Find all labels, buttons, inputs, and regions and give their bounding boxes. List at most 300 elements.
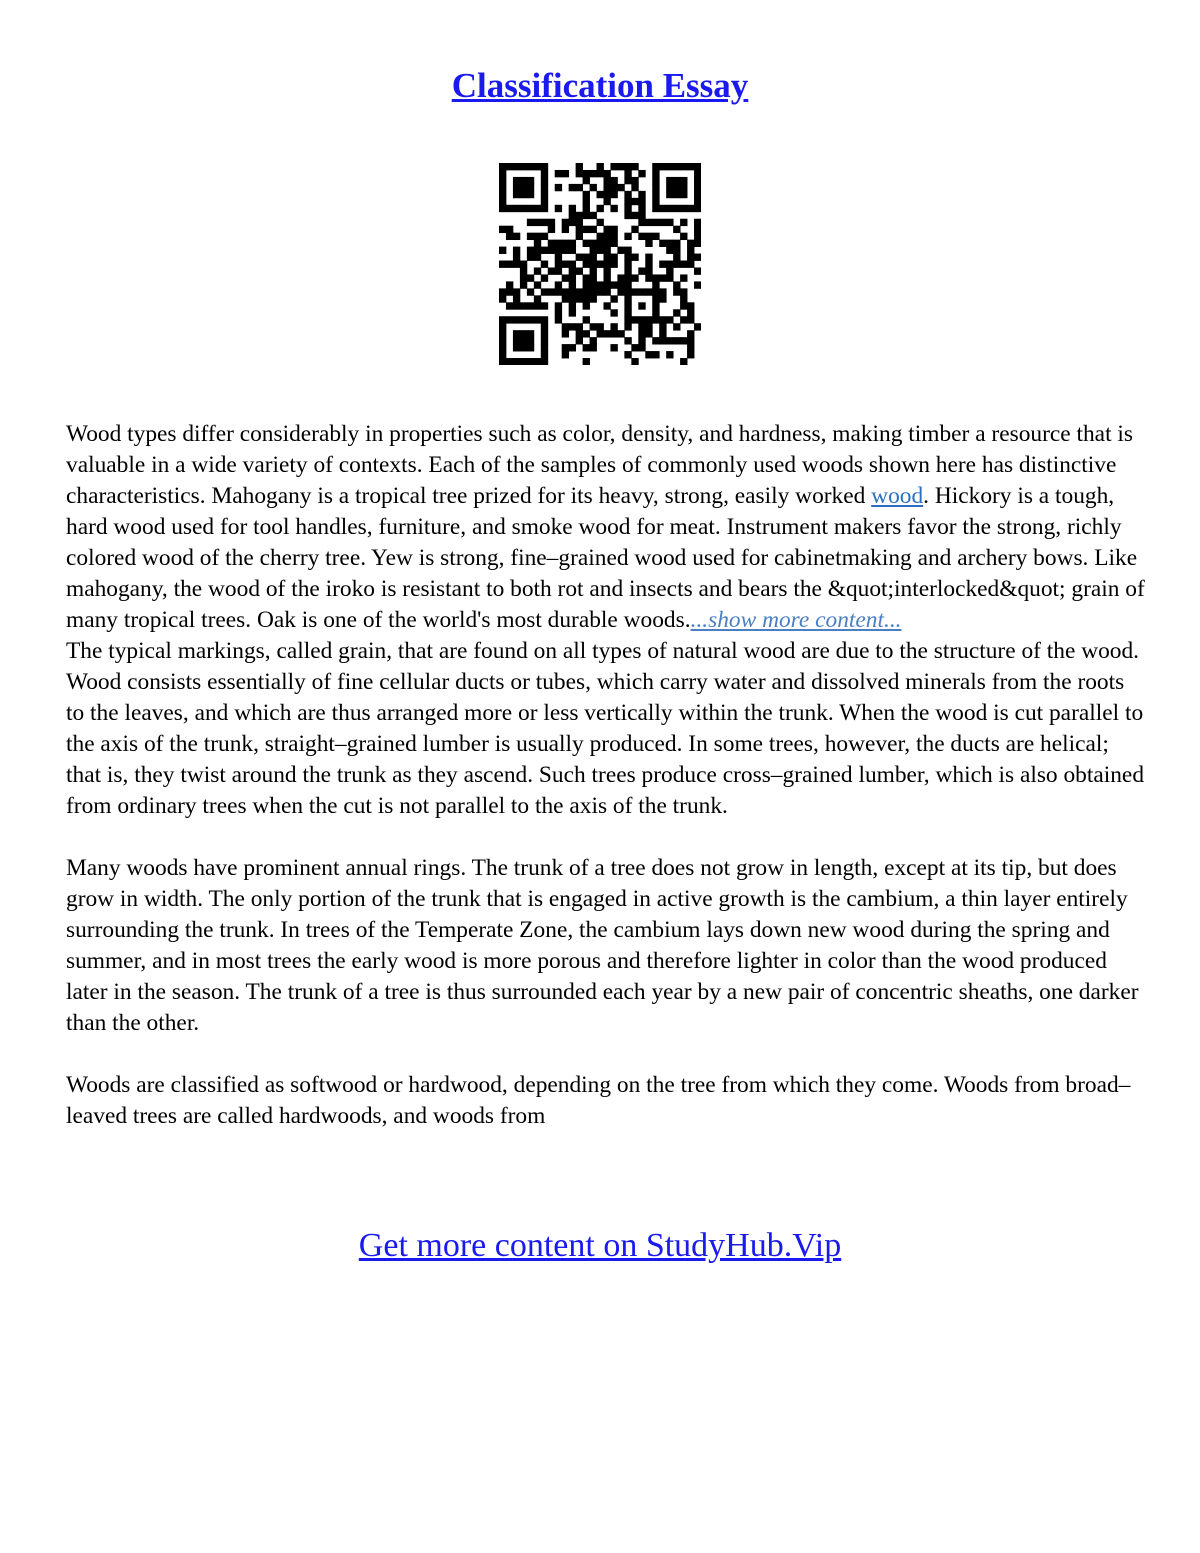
qr-module: [541, 337, 548, 344]
qr-module: [610, 184, 617, 191]
qr-module: [583, 170, 590, 177]
qr-module: [666, 163, 673, 170]
qr-module: [513, 177, 520, 184]
qr-module: [597, 163, 604, 170]
qr-module: [645, 330, 652, 337]
qr-module: [666, 205, 673, 212]
qr-module: [513, 261, 520, 268]
qr-module: [527, 337, 534, 344]
qr-module: [666, 316, 673, 323]
qr-module: [680, 337, 687, 344]
qr-module: [562, 330, 569, 337]
qr-module: [597, 219, 604, 226]
qr-module: [576, 330, 583, 337]
qr-module: [499, 358, 506, 365]
qr-module: [534, 219, 541, 226]
qr-module: [659, 274, 666, 281]
page-title: [0, 64, 1200, 108]
qr-module: [624, 302, 631, 309]
qr-module: [610, 205, 617, 212]
qr-module: [506, 205, 513, 212]
paragraph-4: Woods are classified as softwood or hardwood, depending on the tree from which they come. Woods from broad–leaved trees are called hardwoods, and woods from: [66, 1072, 1131, 1129]
paragraph-1-text-a: Wood types differ considerably in properties such as color, density, and hardness, making timber a resource that is valuable in a wide variety of contexts. Each of the samples of commonly used woods shown here has distinctive characteristics. Mahogany is a tropical tree prized for its heavy, strong, easily worked: [66, 421, 1134, 509]
qr-module: [694, 205, 701, 212]
qr-module: [673, 184, 680, 191]
show-more-link[interactable]: ...show more content...: [690, 607, 902, 633]
qr-module: [548, 288, 555, 295]
qr-module: [680, 358, 687, 365]
qr-module: [513, 344, 520, 351]
qr-module: [610, 177, 617, 184]
qr-module: [631, 177, 638, 184]
studyhub-link[interactable]: Get more content on StudyHub.Vip: [358, 1227, 842, 1264]
qr-module: [527, 344, 534, 351]
qr-module: [673, 288, 680, 295]
qr-module: [680, 295, 687, 302]
qr-module: [610, 191, 617, 198]
qr-module: [645, 254, 652, 261]
qr-module: [645, 267, 652, 274]
qr-module: [652, 184, 659, 191]
qr-module: [694, 170, 701, 177]
qr-module: [638, 302, 645, 309]
qr-module: [631, 184, 638, 191]
qr-module: [617, 163, 624, 170]
qr-module: [534, 302, 541, 309]
qr-module: [610, 309, 617, 316]
qr-module: [638, 344, 645, 351]
qr-module: [583, 274, 590, 281]
qr-module: [499, 316, 506, 323]
qr-module: [597, 170, 604, 177]
wood-link[interactable]: wood: [871, 483, 924, 509]
qr-module: [583, 191, 590, 198]
footer: [0, 1224, 1200, 1268]
qr-code-graphic: [499, 163, 701, 365]
qr-module: [499, 177, 506, 184]
qr-module: [590, 337, 597, 344]
qr-module: [520, 316, 527, 323]
qr-module: [583, 205, 590, 212]
qr-module: [687, 205, 694, 212]
qr-module: [513, 247, 520, 254]
qr-module: [506, 233, 513, 240]
qr-module: [541, 330, 548, 337]
qr-module: [597, 233, 604, 240]
qr-module: [534, 281, 541, 288]
qr-module: [694, 226, 701, 233]
qr-module: [541, 184, 548, 191]
qr-module: [520, 358, 527, 365]
qr-module: [506, 226, 513, 233]
qr-module: [513, 330, 520, 337]
qr-module: [541, 205, 548, 212]
qr-module: [610, 163, 617, 170]
qr-module: [534, 163, 541, 170]
qr-module: [624, 191, 631, 198]
qr-module: [527, 288, 534, 295]
qr-module: [680, 177, 687, 184]
qr-module: [687, 344, 694, 351]
qr-module: [513, 288, 520, 295]
qr-module: [590, 240, 597, 247]
qr-module: [527, 316, 534, 323]
qr-module: [513, 337, 520, 344]
qr-module: [680, 261, 687, 268]
qr-module: [603, 184, 610, 191]
qr-module: [624, 337, 631, 344]
qr-module: [555, 254, 562, 261]
qr-module: [624, 267, 631, 274]
qr-module: [638, 212, 645, 219]
qr-module: [541, 351, 548, 358]
qr-module: [610, 240, 617, 247]
qr-module: [603, 170, 610, 177]
qr-module: [590, 281, 597, 288]
qr-module: [680, 233, 687, 240]
qr-module: [527, 247, 534, 254]
qr-module: [645, 219, 652, 226]
qr-module: [694, 163, 701, 170]
qr-module: [562, 288, 569, 295]
qr-module: [548, 219, 555, 226]
qr-module: [610, 226, 617, 233]
qr-module: [694, 233, 701, 240]
qr-module: [555, 205, 562, 212]
qr-module: [506, 288, 513, 295]
qr-module: [666, 184, 673, 191]
qr-module: [638, 288, 645, 295]
qr-module: [694, 198, 701, 205]
qr-module: [652, 219, 659, 226]
qr-module: [603, 288, 610, 295]
qr-module: [631, 274, 638, 281]
qr-module: [652, 170, 659, 177]
qr-module: [527, 330, 534, 337]
qr-module: [569, 212, 576, 219]
qr-module: [548, 267, 555, 274]
qr-module: [597, 261, 604, 268]
qr-module: [652, 351, 659, 358]
title-link[interactable]: Classification Essay: [451, 66, 749, 105]
qr-module: [499, 330, 506, 337]
qr-module: [603, 240, 610, 247]
qr-module: [687, 351, 694, 358]
qr-module: [541, 191, 548, 198]
qr-module: [569, 267, 576, 274]
qr-module: [631, 198, 638, 205]
qr-module: [603, 274, 610, 281]
qr-module: [534, 205, 541, 212]
qr-module: [583, 240, 590, 247]
qr-module: [583, 358, 590, 365]
qr-module: [527, 358, 534, 365]
qr-module: [659, 163, 666, 170]
qr-module: [506, 163, 513, 170]
qr-module: [520, 267, 527, 274]
qr-module: [624, 163, 631, 170]
qr-module: [583, 254, 590, 261]
qr-module: [513, 163, 520, 170]
qr-module: [652, 191, 659, 198]
qr-module: [583, 226, 590, 233]
qr-module: [610, 344, 617, 351]
essay-body: [66, 419, 1146, 1132]
qr-module: [548, 226, 555, 233]
qr-module: [624, 177, 631, 184]
qr-module: [624, 274, 631, 281]
qr-module: [687, 330, 694, 337]
qr-module: [603, 330, 610, 337]
qr-module: [562, 247, 569, 254]
qr-module: [694, 240, 701, 247]
qr-module: [590, 323, 597, 330]
qr-module: [569, 295, 576, 302]
qr-module: [610, 261, 617, 268]
qr-module: [569, 184, 576, 191]
qr-module: [576, 267, 583, 274]
qr-module: [694, 177, 701, 184]
qr-module: [499, 226, 506, 233]
qr-module: [624, 170, 631, 177]
qr-module: [541, 198, 548, 205]
qr-module: [499, 261, 506, 268]
qr-module: [624, 254, 631, 261]
qr-module: [590, 170, 597, 177]
qr-module: [638, 198, 645, 205]
qr-module: [541, 247, 548, 254]
qr-module: [666, 267, 673, 274]
paragraph-3: Many woods have prominent annual rings. The trunk of a tree does not grow in length, except at its tip, but does grow in width. The only portion of the trunk that is engaged in active growth is the cambium, a thin layer entirely surrounding the trunk. In trees of the Temperate Zone, the cambium lays down new wood during the spring and summer, and in most trees the early wood is more porous and therefore lighter in color than the wood produced later in the season. The trunk of a tree is thus surrounded each year by a new pair of concentric sheaths, one darker than the other.: [66, 855, 1139, 1036]
qr-module: [541, 170, 548, 177]
qr-module: [597, 330, 604, 337]
qr-module: [499, 344, 506, 351]
qr-module: [680, 316, 687, 323]
qr-module: [659, 205, 666, 212]
qr-module: [562, 219, 569, 226]
qr-module: [624, 212, 631, 219]
qr-module: [659, 261, 666, 268]
qr-module: [631, 316, 638, 323]
qr-module: [624, 295, 631, 302]
qr-module: [638, 323, 645, 330]
qr-module: [666, 247, 673, 254]
qr-module: [534, 267, 541, 274]
qr-module: [513, 184, 520, 191]
qr-module: [520, 344, 527, 351]
qr-module: [631, 212, 638, 219]
qr-module: [666, 274, 673, 281]
qr-module: [520, 184, 527, 191]
qr-module: [645, 316, 652, 323]
paragraph-1: [66, 419, 1146, 636]
qr-module: [534, 240, 541, 247]
qr-module: [562, 295, 569, 302]
qr-module: [624, 309, 631, 316]
qr-module: [694, 184, 701, 191]
qr-module: [687, 302, 694, 309]
qr-module: [666, 261, 673, 268]
qr-module: [527, 163, 534, 170]
qr-module: [527, 254, 534, 261]
qr-module: [527, 274, 534, 281]
qr-module: [624, 205, 631, 212]
qr-module: [527, 184, 534, 191]
qr-module: [687, 316, 694, 323]
qr-module: [638, 316, 645, 323]
qr-module: [541, 358, 548, 365]
qr-module: [638, 205, 645, 212]
qr-module: [513, 233, 520, 240]
qr-module: [610, 323, 617, 330]
qr-module: [603, 254, 610, 261]
qr-module: [645, 240, 652, 247]
qr-module: [624, 316, 631, 323]
qr-module: [576, 295, 583, 302]
qr-module: [562, 261, 569, 268]
qr-module: [687, 309, 694, 316]
qr-module: [583, 330, 590, 337]
qr-module: [624, 233, 631, 240]
qr-module: [590, 254, 597, 261]
qr-module: [513, 358, 520, 365]
qr-module: [624, 261, 631, 268]
qr-module: [562, 226, 569, 233]
qr-module: [666, 219, 673, 226]
qr-module: [638, 170, 645, 177]
qr-module: [617, 184, 624, 191]
qr-module: [617, 330, 624, 337]
qr-module: [603, 226, 610, 233]
qr-module: [534, 233, 541, 240]
qr-module: [645, 323, 652, 330]
qr-module: [603, 233, 610, 240]
qr-module: [576, 219, 583, 226]
qr-module: [673, 281, 680, 288]
qr-module: [652, 295, 659, 302]
qr-module: [576, 184, 583, 191]
qr-module: [499, 163, 506, 170]
qr-module: [652, 163, 659, 170]
qr-module: [610, 233, 617, 240]
qr-module: [576, 254, 583, 261]
qr-module: [624, 323, 631, 330]
qr-code-icon: [499, 163, 701, 365]
qr-module: [638, 337, 645, 344]
qr-module: [590, 267, 597, 274]
qr-module: [520, 337, 527, 344]
qr-module: [624, 198, 631, 205]
qr-module: [673, 177, 680, 184]
qr-module: [499, 337, 506, 344]
qr-module: [506, 261, 513, 268]
qr-module: [506, 316, 513, 323]
qr-module: [680, 163, 687, 170]
qr-module: [562, 323, 569, 330]
qr-module: [673, 261, 680, 268]
qr-module: [520, 177, 527, 184]
qr-module: [694, 254, 701, 261]
qr-module: [610, 254, 617, 261]
qr-module: [506, 281, 513, 288]
qr-module: [583, 295, 590, 302]
qr-module: [534, 358, 541, 365]
qr-module: [583, 288, 590, 295]
qr-module: [687, 240, 694, 247]
qr-module: [638, 219, 645, 226]
qr-module: [499, 191, 506, 198]
qr-module: [520, 274, 527, 281]
qr-module: [513, 316, 520, 323]
qr-module: [499, 205, 506, 212]
qr-module: [673, 205, 680, 212]
qr-module: [652, 281, 659, 288]
qr-module: [499, 351, 506, 358]
qr-module: [555, 309, 562, 316]
qr-module: [659, 337, 666, 344]
qr-module: [659, 288, 666, 295]
qr-module: [617, 247, 624, 254]
qr-module: [638, 233, 645, 240]
qr-module: [513, 254, 520, 261]
qr-module: [583, 261, 590, 268]
qr-module: [624, 288, 631, 295]
qr-module: [666, 337, 673, 344]
qr-module: [541, 261, 548, 268]
qr-module: [555, 261, 562, 268]
qr-module: [673, 226, 680, 233]
qr-module: [569, 323, 576, 330]
qr-module: [569, 205, 576, 212]
qr-module: [590, 261, 597, 268]
qr-module: [569, 281, 576, 288]
qr-module: [562, 344, 569, 351]
qr-module: [527, 191, 534, 198]
qr-module: [499, 247, 506, 254]
qr-module: [576, 226, 583, 233]
qr-module: [541, 323, 548, 330]
qr-module: [687, 163, 694, 170]
qr-module: [631, 254, 638, 261]
qr-module: [541, 163, 548, 170]
qr-module: [666, 177, 673, 184]
qr-module: [597, 323, 604, 330]
qr-module: [548, 247, 555, 254]
qr-module: [499, 184, 506, 191]
qr-module: [590, 184, 597, 191]
qr-module: [583, 212, 590, 219]
qr-module: [590, 247, 597, 254]
qr-module: [603, 198, 610, 205]
qr-module: [534, 295, 541, 302]
qr-module: [652, 198, 659, 205]
qr-module: [569, 219, 576, 226]
qr-module: [527, 205, 534, 212]
qr-module: [687, 254, 694, 261]
qr-module: [631, 288, 638, 295]
qr-module: [590, 344, 597, 351]
qr-module: [583, 198, 590, 205]
qr-module: [645, 288, 652, 295]
qr-module: [513, 295, 520, 302]
qr-module: [652, 288, 659, 295]
qr-module: [603, 177, 610, 184]
qr-module: [499, 323, 506, 330]
qr-module: [694, 281, 701, 288]
qr-module: [631, 344, 638, 351]
qr-module: [617, 274, 624, 281]
qr-module: [590, 288, 597, 295]
